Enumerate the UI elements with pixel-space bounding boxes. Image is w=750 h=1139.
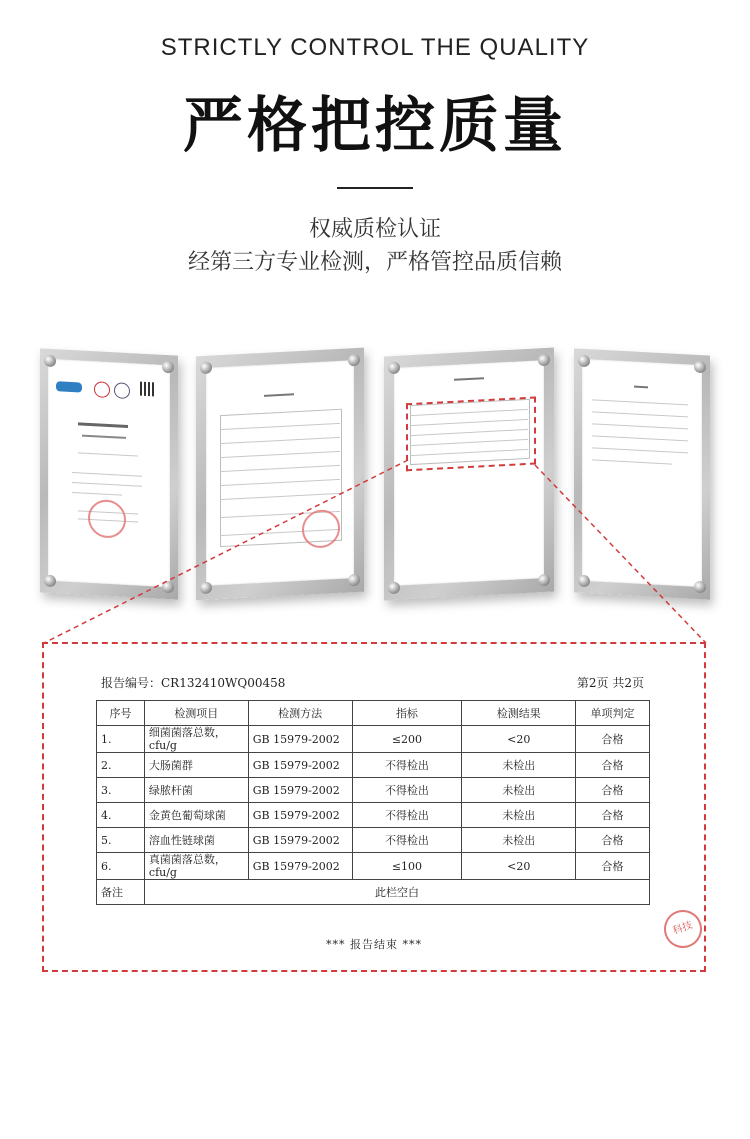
cell: 细菌菌落总数，cfu/g bbox=[144, 726, 248, 753]
cell: GB 15979-2002 bbox=[248, 753, 352, 778]
english-title: STRICTLY CONTROL THE QUALITY bbox=[160, 34, 590, 61]
cell: 不得检出 bbox=[352, 803, 462, 828]
col-header: 检测方法 bbox=[248, 701, 352, 726]
cell: GB 15979-2002 bbox=[248, 803, 352, 828]
remark-value: 此栏空白 bbox=[144, 880, 649, 905]
cell: GB 15979-2002 bbox=[248, 828, 352, 853]
cell: 未检出 bbox=[462, 778, 576, 803]
cell: 未检出 bbox=[462, 753, 576, 778]
col-header: 指标 bbox=[352, 701, 462, 726]
cell: <20 bbox=[462, 726, 576, 753]
subtitle-description: 经第三方专业检测，严格管控品质信赖 bbox=[187, 250, 562, 275]
cell: 4. bbox=[97, 803, 145, 828]
test-results-table bbox=[96, 700, 650, 905]
cell: <20 bbox=[462, 853, 576, 880]
cell: 未检出 bbox=[462, 828, 576, 853]
report-detail-panel bbox=[42, 642, 706, 972]
cell: 真菌菌落总数，cfu/g bbox=[144, 853, 248, 880]
cell: 不得检出 bbox=[352, 753, 462, 778]
table-row bbox=[97, 778, 650, 803]
cell: 不得检出 bbox=[352, 778, 462, 803]
cell: 3. bbox=[97, 778, 145, 803]
table-row bbox=[97, 726, 650, 753]
cell: 合格 bbox=[576, 803, 650, 828]
report-page-info: 第2页 共2页 bbox=[576, 676, 644, 690]
table-header-row bbox=[97, 701, 650, 726]
cell: 溶血性链球菌 bbox=[144, 828, 248, 853]
table-row bbox=[97, 753, 650, 778]
table-row bbox=[97, 853, 650, 880]
col-header: 单项判定 bbox=[576, 701, 650, 726]
cell: 6. bbox=[97, 853, 145, 880]
col-header: 检测结果 bbox=[462, 701, 576, 726]
chinese-title: 严格把控质量 bbox=[183, 91, 567, 161]
col-header: 序号 bbox=[97, 701, 145, 726]
cell: 合格 bbox=[576, 853, 650, 880]
subtitle-authority: 权威质检认证 bbox=[308, 217, 441, 242]
report-end-text: *** 报告结束 *** bbox=[326, 938, 422, 951]
remark-row bbox=[97, 880, 650, 905]
cell: ≤100 bbox=[352, 853, 462, 880]
cell: 1. bbox=[97, 726, 145, 753]
cell: 不得检出 bbox=[352, 828, 462, 853]
col-header: 检测项目 bbox=[144, 701, 248, 726]
cell: GB 15979-2002 bbox=[248, 726, 352, 753]
cell: 合格 bbox=[576, 753, 650, 778]
stamp-seal: 科技 bbox=[659, 905, 708, 954]
cell: 合格 bbox=[576, 778, 650, 803]
cell: 合格 bbox=[576, 726, 650, 753]
cell: 2. bbox=[97, 753, 145, 778]
cell: 金黄色葡萄球菌 bbox=[144, 803, 248, 828]
table-row bbox=[97, 828, 650, 853]
cell: ≤200 bbox=[352, 726, 462, 753]
cell: 合格 bbox=[576, 828, 650, 853]
remark-label: 备注 bbox=[97, 880, 145, 905]
cell: 5. bbox=[97, 828, 145, 853]
cell: 未检出 bbox=[462, 803, 576, 828]
report-number: 报告编号：CR132410WQ00458 bbox=[101, 676, 286, 690]
cell: GB 15979-2002 bbox=[248, 778, 352, 803]
cell: GB 15979-2002 bbox=[248, 853, 352, 880]
table-row bbox=[97, 803, 650, 828]
cell: 大肠菌群 bbox=[144, 753, 248, 778]
cell: 绿脓杆菌 bbox=[144, 778, 248, 803]
